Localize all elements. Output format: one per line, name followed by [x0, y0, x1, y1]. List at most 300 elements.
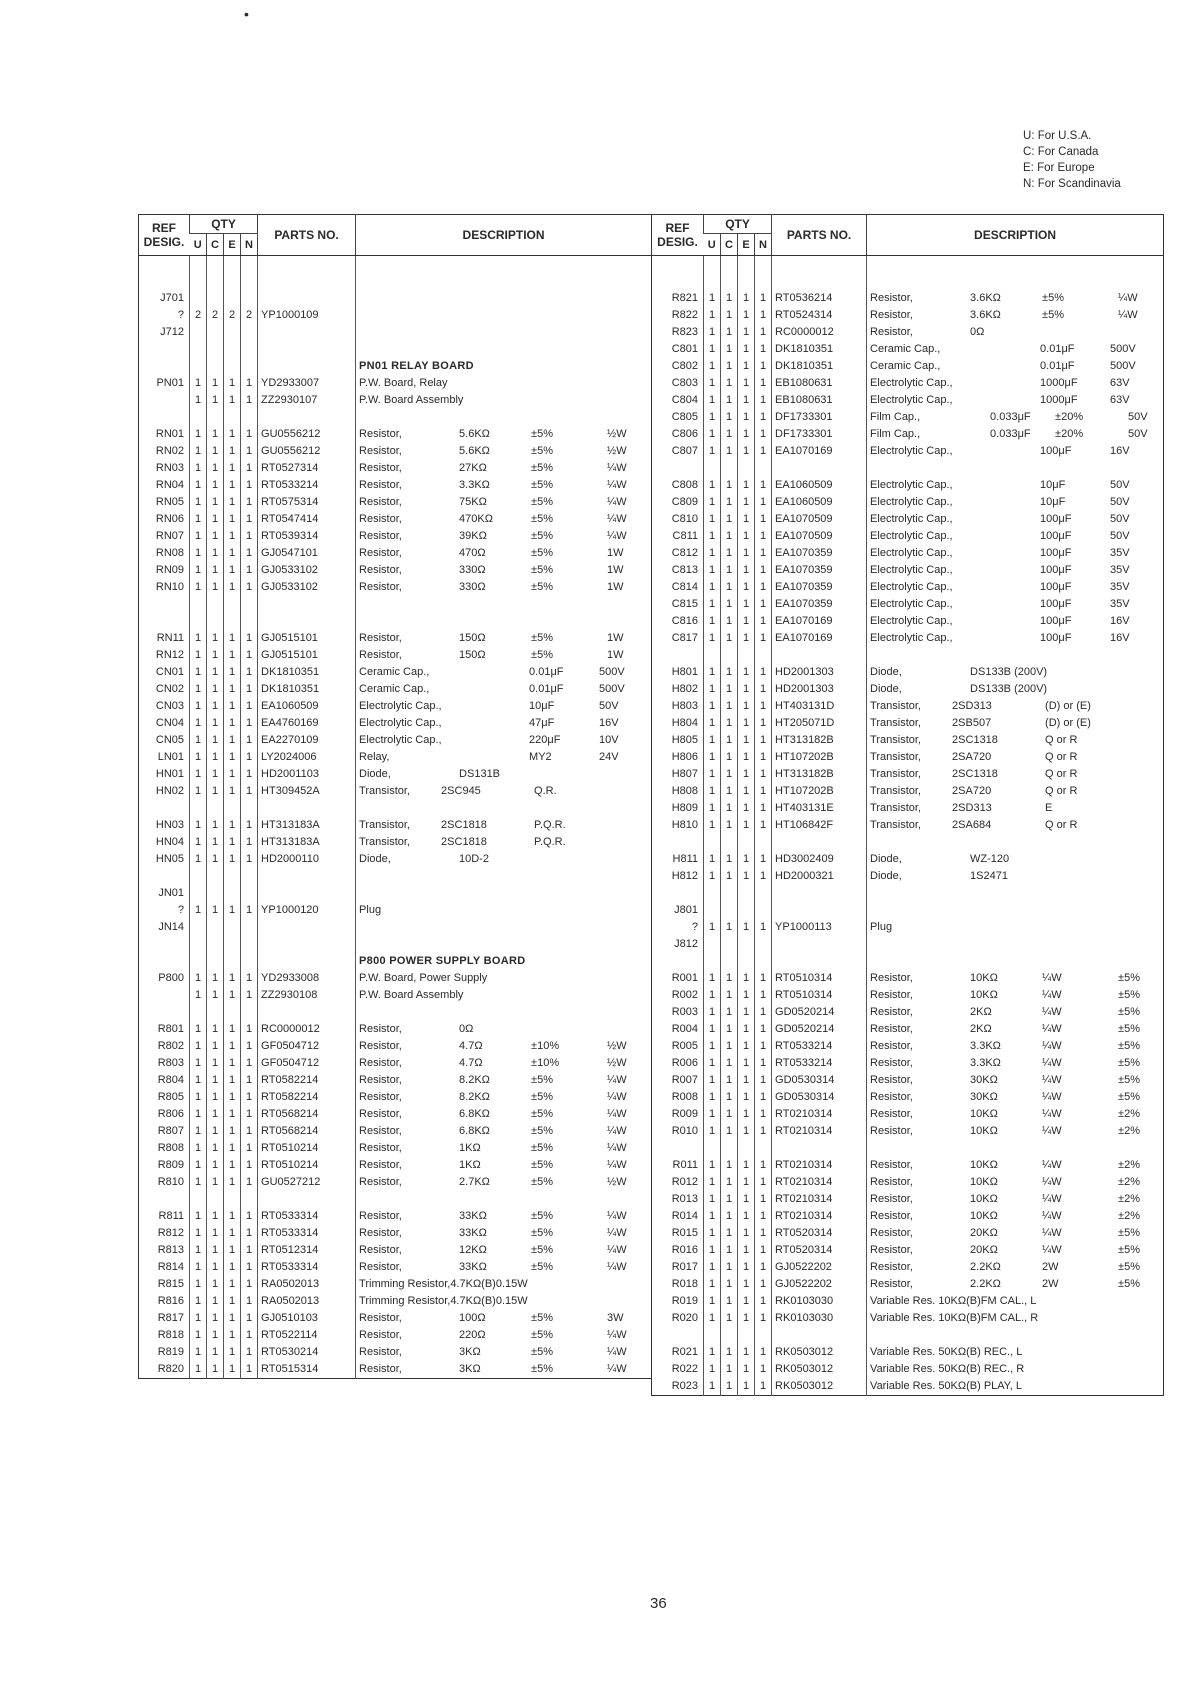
parts-number: HT309452A	[258, 783, 356, 800]
qty-u: 1	[704, 1191, 721, 1208]
qty-e: 1	[738, 307, 755, 324]
qty-u: 1	[704, 970, 721, 987]
description-fields	[870, 715, 1160, 732]
part-row	[139, 1225, 652, 1242]
empty-cell	[755, 1327, 772, 1344]
description-field: ±5%	[1042, 292, 1064, 304]
empty-cell	[867, 1327, 1164, 1344]
ref-designator: H806	[671, 751, 698, 763]
qty-e: 1	[738, 987, 755, 1004]
description-field: Relay,	[359, 751, 390, 763]
qty-n: 1	[241, 1021, 258, 1038]
ref-designator: R007	[671, 1074, 698, 1086]
empty-cell	[190, 1191, 207, 1208]
description-fields	[870, 290, 1160, 307]
qty-c: 1	[721, 817, 738, 834]
qty-e: 1	[738, 1021, 755, 1038]
qty-n: 1	[241, 1106, 258, 1123]
description-fields	[359, 1276, 648, 1293]
part-row	[139, 1021, 652, 1038]
qty-c	[721, 936, 738, 953]
qty-e: 1	[224, 1208, 241, 1225]
part-row	[139, 1072, 652, 1089]
empty-cell	[721, 273, 738, 290]
description	[356, 630, 652, 647]
description-field: 16V	[1110, 615, 1130, 627]
qty-u: 1	[190, 1140, 207, 1157]
description	[356, 1310, 652, 1327]
qty-u: 1	[704, 732, 721, 749]
ref-designator: ?	[691, 921, 698, 933]
part-row	[652, 1106, 1164, 1123]
description-field: 3KΩ	[459, 1363, 481, 1375]
qty-e: 1	[738, 766, 755, 783]
description-fields	[359, 1021, 648, 1038]
qty-c: 1	[721, 698, 738, 715]
qty-u: 1	[704, 1021, 721, 1038]
description-field: 1W	[607, 564, 624, 576]
description-field: Diode,	[870, 683, 902, 695]
description	[356, 426, 652, 443]
blank-row	[139, 936, 652, 953]
qty-n	[241, 885, 258, 902]
empty-cell	[190, 868, 207, 885]
qty-c: 1	[207, 987, 224, 1004]
qty-n: 1	[241, 817, 258, 834]
description-fields	[870, 409, 1160, 426]
qty-n: 1	[241, 681, 258, 698]
qty-n: 1	[755, 851, 772, 868]
qty-u: 1	[704, 545, 721, 562]
description-field: Resistor,	[359, 1261, 402, 1273]
description-field: 50V	[1128, 411, 1148, 423]
ref-desig-header: REF DESIG.	[652, 215, 704, 256]
description-field: ¼W	[607, 1142, 627, 1154]
qty-u: 1	[704, 1293, 721, 1310]
ref-designator: R013	[671, 1193, 698, 1205]
empty-cell	[772, 273, 867, 290]
description-fields	[359, 477, 648, 494]
description	[356, 970, 652, 987]
description-field: Resistor,	[359, 1312, 402, 1324]
qty-u: 1	[190, 528, 207, 545]
description-field: Resistor,	[359, 547, 402, 559]
parts-number: RT0210314	[772, 1157, 867, 1174]
qty-u: 1	[190, 1310, 207, 1327]
description-field: 4.7Ω	[459, 1040, 483, 1052]
qty-e: 1	[738, 698, 755, 715]
description-field: 20KΩ	[970, 1227, 998, 1239]
parts-number: YP1000109	[258, 307, 356, 324]
parts-number: EA1070169	[772, 613, 867, 630]
ref-designator: J712	[160, 326, 184, 338]
qty-u: 1	[190, 1038, 207, 1055]
qty-e: 1	[738, 1106, 755, 1123]
qty-u-header: U	[704, 234, 721, 256]
ref-designator: H802	[671, 683, 698, 695]
qty-e: 1	[224, 1174, 241, 1191]
description-field: 1W	[607, 547, 624, 559]
empty-cell	[139, 953, 190, 970]
description	[867, 817, 1164, 834]
description-fields	[359, 324, 648, 341]
qty-e: 1	[738, 1004, 755, 1021]
blank-row	[139, 596, 652, 613]
description	[867, 868, 1164, 885]
empty-cell	[704, 460, 721, 477]
part-row	[139, 749, 652, 766]
description-field: ¼W	[607, 1210, 627, 1222]
ref-designator: R821	[671, 292, 698, 304]
part-row	[652, 307, 1164, 324]
qty-n: 1	[755, 783, 772, 800]
description-field: Electrolytic Cap.,	[870, 496, 953, 508]
qty-u: 1	[704, 596, 721, 613]
qty-e: 1	[738, 290, 755, 307]
description-fields	[359, 562, 648, 579]
description-field: ¼W	[1118, 292, 1138, 304]
qty-n: 1	[755, 290, 772, 307]
description	[867, 1157, 1164, 1174]
empty-cell	[755, 256, 772, 274]
empty-cell	[652, 1140, 704, 1157]
description-field: Resistor,	[870, 1125, 913, 1137]
description-header: DESCRIPTION	[867, 215, 1164, 256]
description	[356, 1225, 652, 1242]
description-field: 2SA684	[952, 819, 992, 831]
empty-cell	[224, 1378, 241, 1379]
description-fields	[870, 732, 1160, 749]
qty-n: 1	[755, 715, 772, 732]
qty-c: 1	[721, 613, 738, 630]
description-fields	[359, 1242, 648, 1259]
qty-e-header: E	[224, 234, 241, 256]
qty-u: 1	[704, 1089, 721, 1106]
qty-n: 1	[755, 1106, 772, 1123]
empty-cell	[139, 1004, 190, 1021]
parts-number: HT107202B	[772, 783, 867, 800]
qty-e: 1	[738, 375, 755, 392]
description-field: Ceramic Cap.,	[870, 360, 941, 372]
parts-no-header: PARTS NO.	[772, 215, 867, 256]
empty-cell	[190, 273, 207, 290]
description	[867, 783, 1164, 800]
part-row	[652, 664, 1164, 681]
qty-u: 1	[704, 1004, 721, 1021]
qty-n: 1	[241, 528, 258, 545]
part-row	[139, 545, 652, 562]
qty-u: 1	[190, 817, 207, 834]
description-field: 100Ω	[459, 1312, 486, 1324]
description-field: ±5%	[1118, 1278, 1140, 1290]
description-field: 2SC1318	[952, 734, 998, 746]
ref-designator: C806	[671, 428, 698, 440]
description-field: Q or R	[1045, 819, 1078, 831]
description-field: ±5%	[531, 1125, 553, 1137]
description-field: 63V	[1110, 377, 1130, 389]
part-row	[139, 1089, 652, 1106]
qty-n: 1	[755, 817, 772, 834]
description	[356, 817, 652, 834]
qty-e: 1	[224, 477, 241, 494]
qty-e	[738, 936, 755, 953]
qty-c: 1	[207, 511, 224, 528]
description-fields	[870, 1123, 1160, 1140]
qty-u: 1	[704, 851, 721, 868]
part-row	[139, 1106, 652, 1123]
empty-cell	[258, 256, 356, 274]
qty-u: 1	[704, 494, 721, 511]
description-field: Plug	[870, 921, 893, 933]
description	[356, 1123, 652, 1140]
empty-cell	[356, 936, 652, 953]
section-heading: PN01 RELAY BOARD	[356, 358, 652, 375]
empty-cell	[721, 1327, 738, 1344]
part-row	[652, 987, 1164, 1004]
part-row	[139, 783, 652, 800]
qty-n: 1	[755, 732, 772, 749]
parts-number: RT0533214	[258, 477, 356, 494]
qty-c: 1	[207, 698, 224, 715]
part-row	[652, 1310, 1164, 1327]
part-row	[652, 766, 1164, 783]
qty-u: 1	[190, 375, 207, 392]
part-row	[652, 1208, 1164, 1225]
description-field: 150Ω	[459, 632, 486, 644]
parts-number: GD0530314	[772, 1089, 867, 1106]
description	[867, 324, 1164, 341]
description-field: P.Q.R.	[534, 819, 566, 831]
qty-n: 1	[755, 477, 772, 494]
part-row	[652, 341, 1164, 358]
description-field: ±5%	[531, 496, 553, 508]
qty-c: 1	[207, 426, 224, 443]
description	[867, 681, 1164, 698]
description-field: Resistor,	[870, 1006, 913, 1018]
part-row	[652, 1293, 1164, 1310]
description-field: Resistor,	[870, 1193, 913, 1205]
description-field: 2SA720	[952, 751, 992, 763]
description-field: Film Cap.,	[870, 411, 921, 423]
description-field: Transistor,	[359, 819, 410, 831]
description-field: 0.01μF	[1040, 343, 1075, 355]
part-row	[139, 1123, 652, 1140]
empty-cell	[738, 834, 755, 851]
description-field: 100μF	[1040, 632, 1072, 644]
qty-e	[224, 290, 241, 307]
description-field: 1W	[607, 649, 624, 661]
description-field: 16V	[599, 717, 619, 729]
description-fields	[359, 698, 648, 715]
description-fields	[870, 902, 1160, 919]
qty-c	[207, 919, 224, 936]
description-field: ±5%	[531, 1346, 553, 1358]
description-field: Transistor,	[870, 717, 921, 729]
description-field: Resistor,	[359, 1074, 402, 1086]
description-field: Variable Res. 50KΩ(B) REC., R	[870, 1363, 1025, 1375]
description-field: Electrolytic Cap.,	[870, 615, 953, 627]
empty-cell	[241, 936, 258, 953]
parts-number: EB1080631	[772, 392, 867, 409]
description-field: 39KΩ	[459, 530, 487, 542]
qty-n: 1	[755, 1191, 772, 1208]
parts-number: GF0504712	[258, 1055, 356, 1072]
qty-e: 1	[224, 817, 241, 834]
description-header: DESCRIPTION	[356, 215, 652, 256]
qty-c: 1	[207, 1140, 224, 1157]
description-field: Electrolytic Cap.,	[870, 581, 953, 593]
description-field: Resistor,	[359, 1125, 402, 1137]
empty-cell	[241, 409, 258, 426]
empty-cell	[721, 256, 738, 274]
qty-u: 1	[190, 783, 207, 800]
qty-u: 1	[190, 1174, 207, 1191]
qty-u: 1	[704, 562, 721, 579]
ref-designator: C811	[672, 530, 698, 542]
part-row	[139, 460, 652, 477]
qty-n: 1	[755, 426, 772, 443]
empty-cell	[258, 409, 356, 426]
description	[356, 477, 652, 494]
part-row	[139, 528, 652, 545]
description-field: ¼W	[1042, 972, 1062, 984]
description-field: ±5%	[1118, 1074, 1140, 1086]
description-fields	[870, 766, 1160, 783]
qty-n-header: N	[755, 234, 772, 256]
qty-c: 1	[721, 494, 738, 511]
part-row	[652, 902, 1164, 919]
part-row	[139, 1157, 652, 1174]
description-field: 10KΩ	[970, 972, 998, 984]
parts-number: RT0512314	[258, 1242, 356, 1259]
description-fields	[870, 1276, 1160, 1293]
description-field: 2W	[1042, 1278, 1059, 1290]
description-field: ¼W	[607, 1346, 627, 1358]
description-field: 0.033μF	[990, 428, 1031, 440]
description-field: 16V	[1110, 445, 1130, 457]
qty-c	[207, 324, 224, 341]
empty-cell	[356, 1191, 652, 1208]
description-field: 33KΩ	[459, 1227, 487, 1239]
qty-n: 1	[241, 392, 258, 409]
empty-cell	[772, 953, 867, 970]
qty-n: 1	[241, 1327, 258, 1344]
description-field: 8.2KΩ	[459, 1074, 490, 1086]
parts-number: GJ0515101	[258, 647, 356, 664]
part-row	[652, 443, 1164, 460]
parts-number: RT0210314	[772, 1106, 867, 1123]
ref-designator: R021	[671, 1346, 698, 1358]
description-field: 0.033μF	[990, 411, 1031, 423]
description-field: P.W. Board, Power Supply	[359, 972, 488, 984]
empty-cell	[258, 800, 356, 817]
ref-designator: C816	[671, 615, 698, 627]
qty-u: 1	[704, 409, 721, 426]
ref-designator: R011	[672, 1159, 698, 1171]
description-fields	[359, 902, 648, 919]
parts-number	[772, 902, 867, 919]
description-field: ¼W	[607, 1091, 627, 1103]
parts-number: RT0533214	[772, 1055, 867, 1072]
qty-c: 1	[207, 1106, 224, 1123]
description-field: ¼W	[1042, 1108, 1062, 1120]
parts-number: EA1060509	[772, 477, 867, 494]
parts-number: HT403131E	[772, 800, 867, 817]
description-fields	[359, 1140, 648, 1157]
qty-e: 1	[738, 919, 755, 936]
empty-cell	[139, 868, 190, 885]
ref-designator: R814	[157, 1261, 184, 1273]
filler-row	[139, 1378, 652, 1379]
description-field: Resistor,	[870, 1159, 913, 1171]
description	[356, 1140, 652, 1157]
description-field: Plug	[359, 904, 382, 916]
qty-u: 1	[190, 902, 207, 919]
qty-e: 1	[738, 1276, 755, 1293]
description-field: ±5%	[531, 1363, 553, 1375]
parts-number: DK1810351	[258, 664, 356, 681]
description-field: 35V	[1110, 547, 1130, 559]
qty-e	[738, 902, 755, 919]
qty-n: 1	[755, 1208, 772, 1225]
parts-number: RK0103030	[772, 1293, 867, 1310]
description-field: 1S2471	[970, 870, 1008, 882]
description-fields	[870, 1361, 1160, 1378]
description	[356, 392, 652, 409]
ref-designator: CN02	[155, 683, 184, 695]
description-field: 6.8KΩ	[459, 1108, 490, 1120]
description-fields	[870, 392, 1160, 409]
description-fields	[870, 324, 1160, 341]
description	[356, 919, 652, 936]
qty-u: 1	[190, 766, 207, 783]
description-fields	[359, 647, 648, 664]
description	[867, 1004, 1164, 1021]
qty-u: 1	[704, 511, 721, 528]
description-field: 500V	[599, 683, 625, 695]
qty-e: 1	[738, 341, 755, 358]
qty-e: 1	[224, 732, 241, 749]
empty-cell	[224, 256, 241, 274]
empty-cell	[224, 273, 241, 290]
qty-e: 1	[738, 851, 755, 868]
parts-number: HD2001303	[772, 681, 867, 698]
description-fields	[870, 511, 1160, 528]
qty-e: 1	[224, 528, 241, 545]
ref-designator: R804	[157, 1074, 184, 1086]
part-row	[139, 443, 652, 460]
description-field: ±5%	[1118, 972, 1140, 984]
qty-u: 1	[190, 749, 207, 766]
qty-e: 1	[224, 579, 241, 596]
qty-c: 1	[721, 1123, 738, 1140]
description-field: 2.2KΩ	[970, 1278, 1001, 1290]
qty-n: 1	[241, 1242, 258, 1259]
part-row	[139, 562, 652, 579]
ref-desig-header: REF DESIG.	[139, 215, 190, 256]
empty-cell	[207, 409, 224, 426]
empty-cell	[652, 1327, 704, 1344]
part-row	[652, 324, 1164, 341]
description-fields	[870, 562, 1160, 579]
ref-designator: H812	[671, 870, 698, 882]
empty-cell	[190, 800, 207, 817]
part-row	[652, 1259, 1164, 1276]
description-field: Trimming Resistor,4.7KΩ(B)0.15W	[359, 1295, 528, 1307]
ref-designator: R801	[157, 1023, 184, 1035]
ref-designator: H808	[671, 785, 698, 797]
parts-number: EA1060509	[258, 698, 356, 715]
